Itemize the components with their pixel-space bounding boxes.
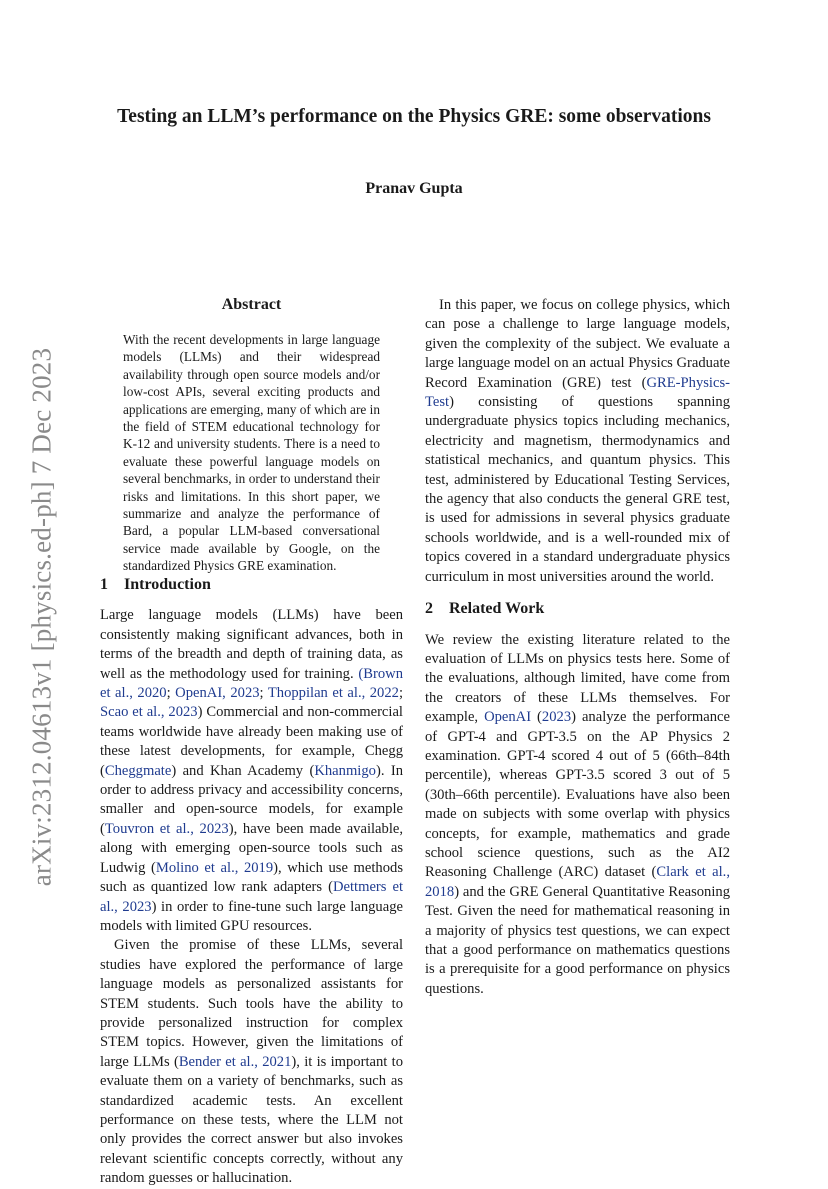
left-column xyxy=(100,569,403,1189)
citation-link[interactable]: Brown et al., 2020 xyxy=(100,665,403,702)
citation-link[interactable]: 2023 xyxy=(541,709,572,726)
related-paragraph-1: We review the existing literature related to the evaluation of LLMs on physics tests here. Some of the evaluations, although limited, have come from the creators of these LLMs themselves. For example, OpenAI (2023) analyze the performance of GPT-4 and GPT-3.5 on the AP Physics 2 examination. GPT-4 scored 4 out of 5 (66th–84th percentile), whereas GPT-3.5 scored 3 out of 5 (30th–66th percentile). Evaluations have also been made on subjects with some overlap with physics concepts, for example, mathematics and grade school science questions, such as the AI2 Reasoning Challenge (ARC) dataset (Clark et al., 2018) and the GRE General Quantitative Reasoning Test. Given the need for mathematical reasoning in a majority of physics test questions, we can expect that a good performance on mathematics questions is a prerequisite for a good performance on physics questions. xyxy=(425,631,730,997)
citation-link[interactable]: Thoppilan et al., 2022 xyxy=(267,685,399,702)
citation-link[interactable]: ( xyxy=(358,665,364,682)
citation-link[interactable]: OpenAI xyxy=(484,709,532,726)
paper-title: Testing an LLM’s performance on the Physics GRE: some observations xyxy=(117,106,711,127)
citation-link[interactable]: Bender et al., 2021 xyxy=(178,1053,292,1070)
intro-paragraph-2: Given the promise of these LLMs, several studies have explored the performance of large language models as personalized assistants for STEM students. Such tools have the ability to provide personalized instruction for complex STEM topics. However, given the limitations of large LLMs (Bender et al., 2021), it is important to evaluate them on a variety of benchmarks, such as standardized academic tests. An excellent performance on these tests, where the LLM not only provides the correct answer but also invokes relevant scientific concepts correctly, without any random guesses or hallucination. xyxy=(100,937,403,1187)
citation-link[interactable]: Touvron et al., 2023 xyxy=(104,820,229,837)
citation-link[interactable]: GRE-Physics-Test xyxy=(425,374,730,411)
citation-link[interactable]: Khanmigo xyxy=(314,762,376,779)
section-heading-related-work xyxy=(425,599,730,618)
paper-author: Pranav Gupta xyxy=(365,180,463,197)
section-number: 1 xyxy=(100,576,108,593)
right-column xyxy=(425,296,730,999)
citation-link[interactable]: Cheggmate xyxy=(104,762,172,779)
section-title: Related Work xyxy=(449,600,545,618)
abstract-text: With the recent developments in large language models (LLMs) and their widespread availability through open source models and/or low-cost APIs, several exciting products and applications are emerging, many of which are in the field of STEM educational technology for K-12 and university students. There is a need to evaluate these powerful language models on several benchmarks, in order to understand their risks and limitations. In this short paper, we summarize and analyze the performance of Bard, a popular LLM-based conversational service made available by Google, on the standardized Physics GRE examination. xyxy=(123,332,380,574)
intro-paragraph-3: In this paper, we focus on college physics, which can pose a challenge to large language models, given the complexity of the subject. We evaluate a large language model on an actual Physics Graduate Record Examination (GRE) test (GRE-Physics-Test) consisting of questions spanning undergraduate physics topics including mechanics, electricity and magnetism, thermodynamics and statistical mechanics, and quantum physics. This test, administered by Educational Testing Services, the agency that also conducts the general GRE test, is used for admissions in several physics graduate schools worldwide, and is a well-rounded mix of topics covered in a standard undergraduate physics curriculum in most universities around the world. xyxy=(425,297,730,585)
citation-link[interactable]: Dettmers et al., 2023 xyxy=(100,879,403,915)
citation-link[interactable]: Clark et al., 2018 xyxy=(425,864,730,900)
arxiv-identifier: arXiv:2312.04613v1 [physics.ed-ph] 7 Dec 2023 xyxy=(26,347,57,887)
abstract-heading: Abstract xyxy=(221,296,282,313)
citation-link[interactable]: Molino et al., 2019 xyxy=(155,859,274,876)
section-title: Introduction xyxy=(124,576,211,593)
section-number: 2 xyxy=(425,600,433,618)
intro-paragraph-1: Large language models (LLMs) have been consistently making significant advances, both in terms of the breadth and depth of training data, as well as the methodology used for training. (Brown et al., 2020; OpenAI, 2023; Thoppilan et al., 2022; Scao et al., 2023) Commercial and non-commercial teams worldwide have already been making use of these latest developments, for example, Chegg (Cheggmate) and Khan Academy (Khanmigo). In order to address privacy and accessibility concerns, smaller and open-source models, for example (Touvron et al., 2023), have been made available, along with emerging open-source tools such as Ludwig (Molino et al., 2019), which use methods such as quantized low rank adapters (Dettmers et al., 2023) in order to fine-tune such large language models with limited GPU resources. xyxy=(100,607,404,934)
citation-link[interactable]: OpenAI, 2023 xyxy=(175,685,260,702)
citation-link[interactable]: Scao et al., 2023 xyxy=(100,704,198,721)
section-heading-introduction xyxy=(100,575,403,594)
arxiv-sidebar-stamp xyxy=(22,337,62,897)
